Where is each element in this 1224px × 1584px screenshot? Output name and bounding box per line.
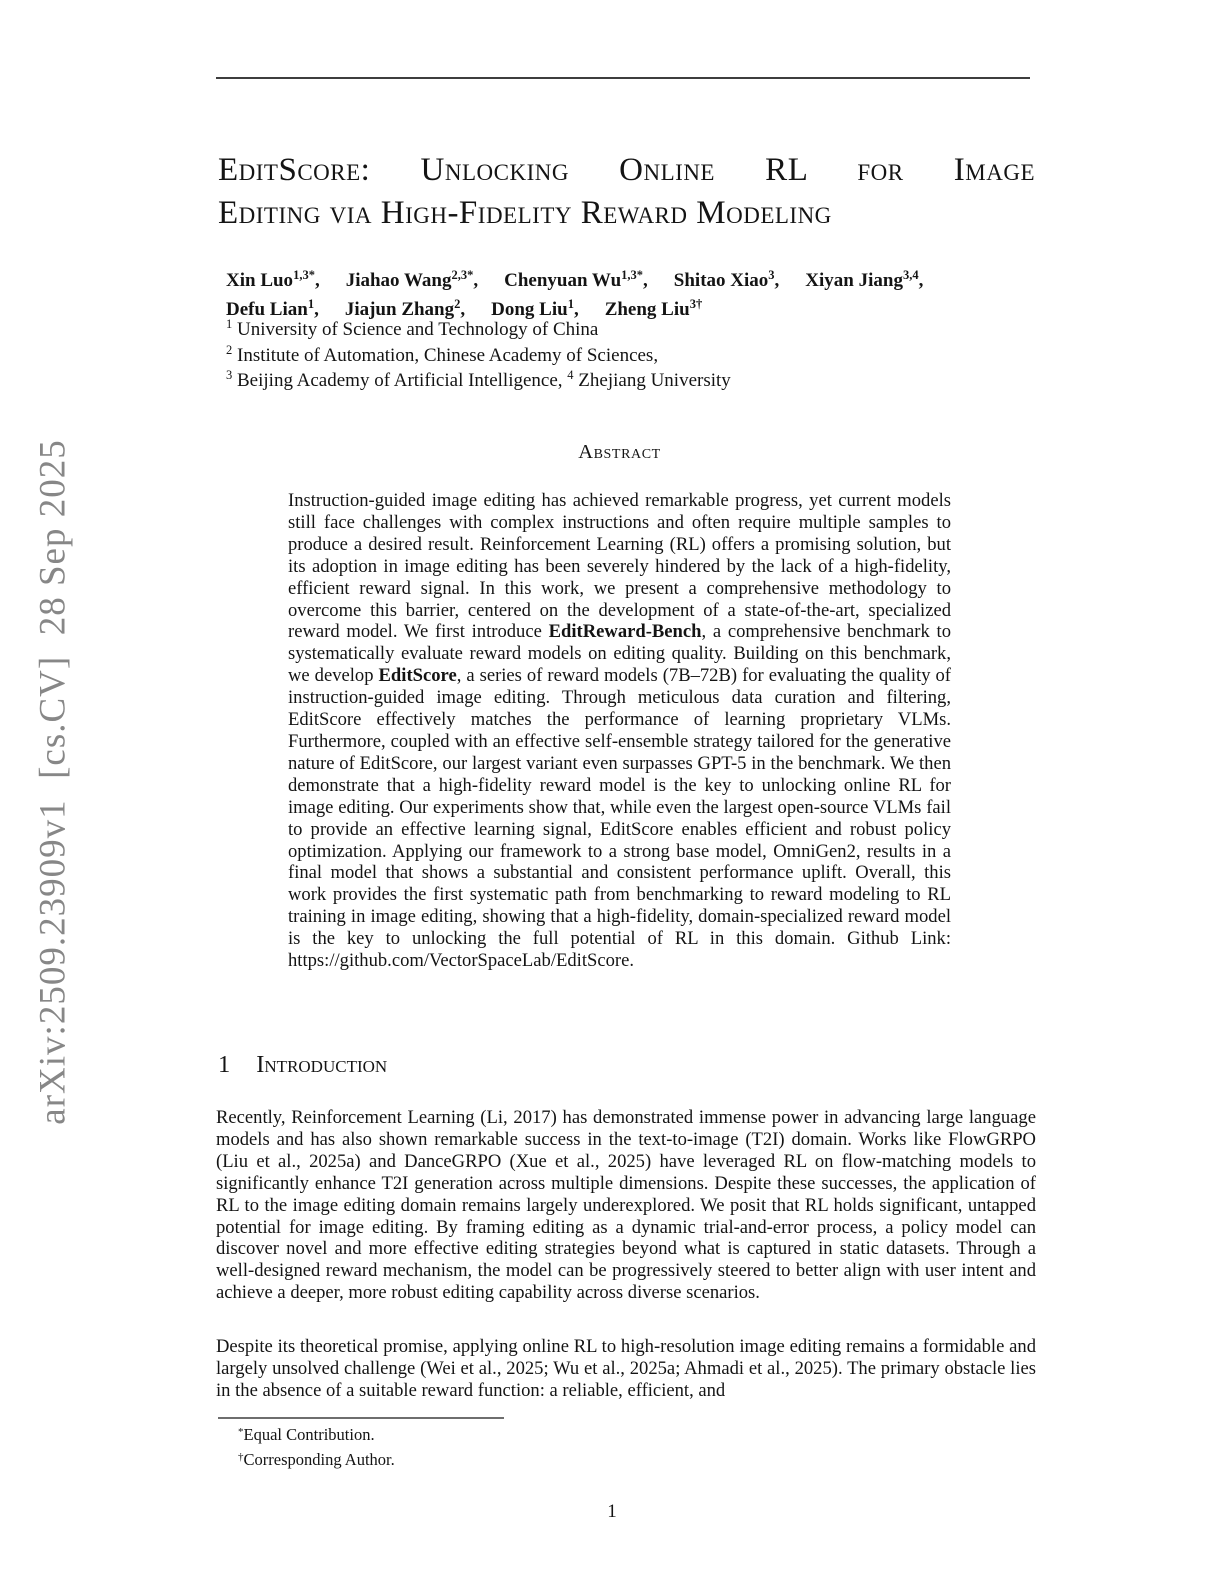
abstract-text: Instruction-guided image editing has achieved remarkable progress, yet current models still face challenges with complex instructions and often require multiple samples to produce a desired result. Reinforcement Learning (RL) offers a promising solution, but its adoption in image editing has been severely hindered by the lack of a high-fidelity, efficient reward signal. In this work, we present a comprehensive methodology to overcome this barrier, centered on the development of a state-of-the-art, specialized reward model. We first introduce EditReward-Bench, a comprehensive benchmark to systematically evaluate reward models on editing quality. Building on this benchmark, we develop EditScore, a series of reward models (7B–72B) for evaluating the quality of instruction-guided image editing. Through meticulous data curation and filtering, EditScore effectively matches the performance of learning proprietary VLMs. Furthermore, coupled with an effective self-ensemble strategy tailored for the generative nature of EditScore, our largest variant even surpasses GPT-5 in the benchmark. We then demonstrate that a high-fidelity reward model is the key to unlocking online RL for image editing. Our experiments show that, while even the largest open-source VLMs fail to provide an effective learning signal, EditScore enables efficient and robust policy optimization. Applying our framework to a strong base model, OmniGen2, results in a final model that shows a substantial and consistent performance uplift. Overall, this work provides the first systematic path from benchmarking to reward modeling to RL training in image editing, showing that a high-fidelity, domain-specialized reward model is the key to unlocking the full potential of RL in this domain. Github Link: https://github.com/VectorSpaceLab/EditScore.	[288, 490, 951, 972]
author: Zheng Liu$^{3\dagger}$	[604, 297, 703, 320]
author-superscript: 2,3*	[451, 268, 474, 282]
title-line-1: EditScore: Unlocking Online RL for Image	[218, 152, 1035, 188]
author-superscript: 1	[307, 297, 315, 311]
author-superscript: 1,3*	[621, 268, 644, 282]
affiliations	[226, 318, 1030, 395]
author-superscript: 3,4	[902, 268, 919, 282]
author-superscript: 1	[567, 297, 574, 311]
abstract-heading: Abstract	[578, 441, 661, 463]
author: Xiyan Jiang$^{3,4}$,	[805, 268, 924, 291]
author: Jiajun Zhang$^2$,	[344, 297, 466, 320]
intro-paragraph-1: Recently, Reinforcement Learning (Li, 2017) has demonstrated immense power in advancing large language models and has also shown remarkable success in the text-to-image (T2I) domain. Works like FlowGRPO (Liu et al., 2025a) and DanceGRPO (Xue et al., 2025) have leveraged RL on flow-matching models to significantly enhance T2I generation across multiple dimensions. Despite these successes, the application of RL to the image editing domain remains largely underexplored. We posit that RL holds significant, untapped potential for image editing. By framing editing as a dynamic trial-and-error process, a policy model can discover novel and more effective editing strategies beyond what is captured in static datasets. Through a well-designed reward mechanism, the model can be progressively steered to better align with user intent and achieve a deeper, more robust editing capability across diverse scenarios.	[216, 1107, 1036, 1304]
footnote: †Corresponding Author.	[238, 1449, 395, 1469]
author: Chenyuan $Wu^{1,3*}$,	[504, 268, 648, 291]
intro-paragraph-2: Despite its theoretical promise, applying online RL to high-resolution image editing remains a formidable and largely unsolved challenge (Wei et al., 2025; Wu et al., 2025a; Ahmadi et al., 2025). The primary obstacle lies in the absence of a suitable reward function: a reliable, efficient, and	[216, 1336, 1036, 1401]
arxiv-watermark-text: arXiv:2509.23909v1 [cs.CV] 28 Sep 2025	[32, 439, 74, 1125]
affiliation-line: $^1$ University of Science and Technology of China	[226, 317, 599, 340]
header-rule	[216, 77, 1030, 79]
footnotes	[216, 1424, 1036, 1473]
affiliation-line: $^3$ Beijing Academy of Artificial Intelligence, $^4$ Zhejiang University	[226, 368, 731, 392]
author: Jiahao Wang$^{2,3*}$,	[345, 268, 479, 291]
footnote-rule	[218, 1417, 504, 1419]
title-line-2: Editing via High-Fidelity Reward Modeling	[218, 195, 832, 231]
author-list	[226, 267, 1030, 325]
bold-term: EditReward-Bench	[548, 621, 702, 643]
footnote: *Equal Contribution.	[238, 1425, 375, 1444]
author: Defu Lian$^1$,	[226, 297, 319, 320]
footnote-marker: †	[238, 1450, 244, 1463]
affiliation-superscript: 1	[226, 317, 233, 331]
section-title: Introduction	[256, 1051, 388, 1078]
author-superscript: 3†	[689, 297, 703, 311]
affiliation-superscript: 4	[567, 368, 574, 383]
github-link[interactable]: https://github.com/VectorSpaceLab/EditScore	[288, 950, 630, 972]
affiliation-superscript: 3	[226, 368, 233, 383]
author: Dong Liu$^1$,	[491, 297, 579, 320]
affiliation-line: $^2$ Institute of Automation, Chinese Academy of Sciences,	[226, 342, 659, 366]
author: Shitao Xiao$^3$,	[673, 268, 780, 291]
section-heading-introduction	[218, 1051, 387, 1079]
author: Xin Luo$^{1,3*}$,	[226, 268, 320, 291]
bold-term: EditScore	[378, 665, 457, 687]
footnote-marker: *	[238, 1426, 244, 1438]
author-superscript: 2	[454, 297, 461, 311]
author-line	[226, 267, 1030, 296]
paper-title	[218, 149, 1035, 235]
author-superscript: 3	[768, 268, 775, 282]
page-number: 1	[607, 1501, 617, 1522]
section-number: 1	[218, 1051, 231, 1078]
affiliation-superscript: 2	[226, 342, 233, 357]
author-superscript: 1,3*	[293, 268, 315, 282]
